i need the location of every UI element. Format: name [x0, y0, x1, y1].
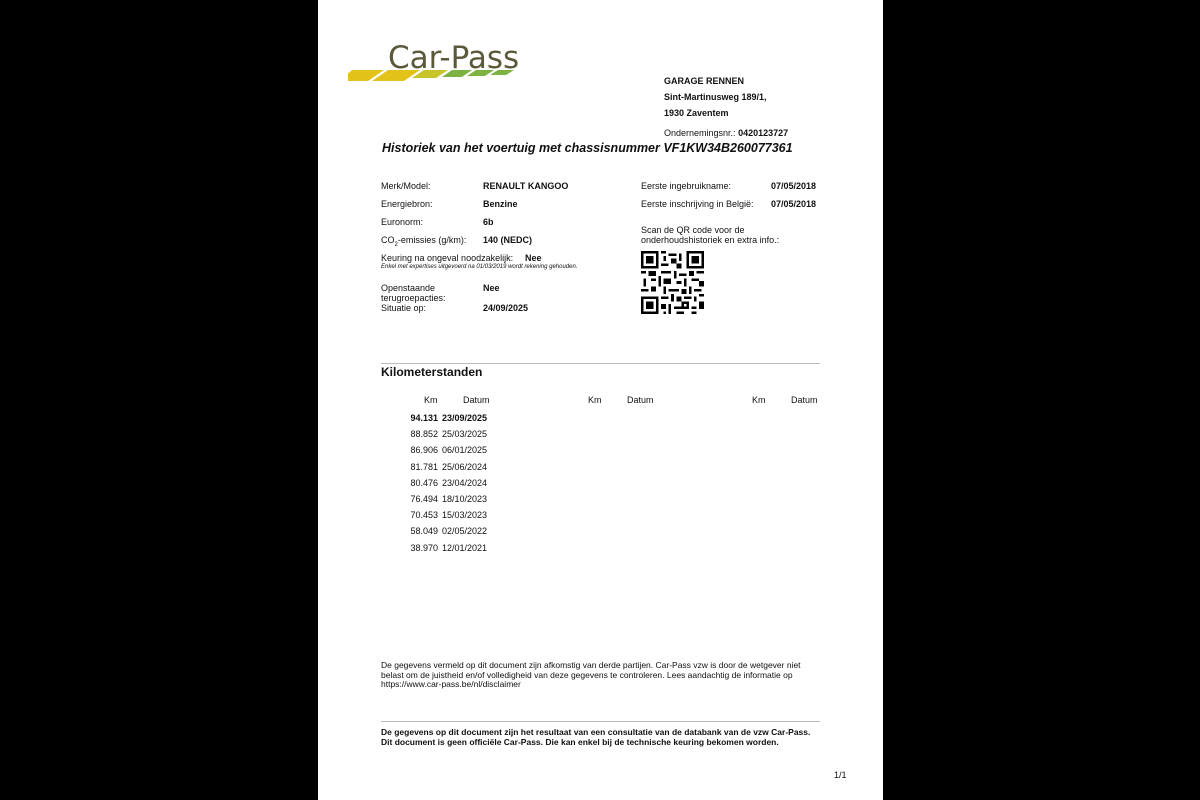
first-registration-label: Eerste inschrijving in België:	[641, 199, 754, 209]
col-date-1: Datum	[463, 395, 490, 405]
footer-text: De gegevens op dit document zijn het resultaat van een consultatie van de databank van de vzw Car-Pass. Dit document is geen officiële Car-Pass. Die kan enkel bij de technische keuring bekomen worden.	[381, 727, 811, 747]
enterprise-label: Ondernemingsnr.:	[664, 128, 736, 138]
qr-code-icon[interactable]	[641, 251, 704, 314]
col-km-1: Km	[424, 395, 438, 405]
page-number: 1/1	[834, 770, 847, 780]
inspection-label: Keuring na ongeval noodzakelijk:	[381, 253, 514, 263]
footer-divider	[381, 721, 820, 722]
document-title: Historiek van het voertuig met chassisnummer VF1KW34B260077361	[382, 141, 793, 155]
logo-text: Car-Pass	[388, 40, 520, 76]
date-value: 15/03/2023	[442, 510, 488, 521]
recall-label-line-2: terugroepacties:	[381, 293, 446, 303]
date-value: 18/10/2023	[442, 493, 488, 504]
first-use-label: Eerste ingebruikname:	[641, 181, 732, 191]
situation-value: 24/09/2025	[483, 303, 529, 313]
km-value: 88.852	[410, 429, 438, 440]
date-value: 23/09/2025	[442, 413, 488, 423]
table-row	[398, 410, 487, 426]
mileage-list	[398, 410, 487, 556]
date-value: 12/01/2021	[442, 542, 488, 553]
qr-text-line-1: Scan de QR code voor de	[641, 225, 745, 235]
km-value: 70.453	[410, 510, 438, 521]
situation-label: Situatie op:	[381, 303, 427, 313]
mileage-heading: Kilometerstanden	[381, 365, 483, 379]
table-row	[398, 459, 487, 475]
table-row	[398, 475, 487, 491]
col-km-3: Km	[752, 395, 766, 405]
brand-label: Merk/Model:	[381, 181, 431, 191]
co2-label-pre: CO	[381, 235, 395, 245]
co2-label-sub: 2	[394, 241, 398, 248]
km-value: 58.049	[410, 526, 438, 537]
recall-value: Nee	[483, 283, 500, 293]
col-km-2: Km	[588, 395, 602, 405]
inspection-value: Nee	[525, 253, 542, 263]
date-value: 23/04/2024	[442, 477, 488, 488]
date-value: 25/06/2024	[442, 461, 488, 472]
km-value: 80.476	[410, 477, 438, 488]
qr-instructions	[641, 225, 781, 245]
table-row	[398, 442, 487, 458]
km-value: 81.781	[410, 461, 438, 472]
date-value: 25/03/2025	[442, 429, 488, 440]
garage-address	[664, 73, 788, 141]
garage-name: GARAGE RENNEN	[664, 76, 745, 86]
car-pass-logo	[348, 40, 528, 88]
km-value: 76.494	[410, 493, 438, 504]
col-date-3: Datum	[791, 395, 818, 405]
recall-label	[381, 283, 446, 303]
garage-city: 1930 Zaventem	[664, 108, 729, 118]
first-use-value: 07/05/2018	[771, 181, 817, 191]
table-row	[398, 540, 487, 556]
qr-text-line-2: onderhoudshistoriek en extra info.:	[641, 235, 780, 245]
euronorm-label: Euronorm:	[381, 217, 424, 227]
inspection-note: Enkel met expertises uitgevoerd na 01/03/2019 wordt rekening gehouden.	[381, 264, 578, 270]
km-value: 86.906	[410, 445, 438, 456]
date-value: 06/01/2025	[442, 445, 488, 456]
garage-street: Sint-Martinusweg 189/1,	[664, 92, 767, 102]
euronorm-value: 6b	[483, 217, 494, 227]
first-registration-value: 07/05/2018	[771, 199, 817, 209]
km-value: 94.131	[410, 413, 438, 423]
brand-value: RENAULT KANGOO	[483, 181, 569, 191]
table-row	[398, 491, 487, 507]
co2-label	[381, 235, 466, 248]
table-row	[398, 426, 487, 442]
enterprise-number: 0420123727	[738, 128, 789, 138]
energy-value: Benzine	[483, 199, 518, 209]
date-value: 02/05/2022	[442, 526, 488, 537]
co2-value: 140 (NEDC)	[483, 235, 533, 245]
table-row	[398, 507, 487, 523]
km-value: 38.970	[410, 542, 438, 553]
col-date-2: Datum	[627, 395, 654, 405]
energy-label: Energiebron:	[381, 199, 433, 209]
recall-label-line-1: Openstaande	[381, 283, 436, 293]
disclaimer-text: De gegevens vermeld op dit document zijn afkomstig van derde partijen. Car-Pass vzw is door de wetgever niet belast om de juistheid en/of volledigheid van deze gegevens te controleren. Lees aandachtig de informatie op https://www.car-pass.be/nl/disclaimer	[381, 660, 801, 689]
enterprise-number-line	[664, 125, 788, 141]
section-divider	[381, 363, 820, 364]
document-page	[318, 0, 883, 800]
table-row	[398, 523, 487, 539]
co2-label-post: -emissies (g/km):	[397, 235, 467, 245]
